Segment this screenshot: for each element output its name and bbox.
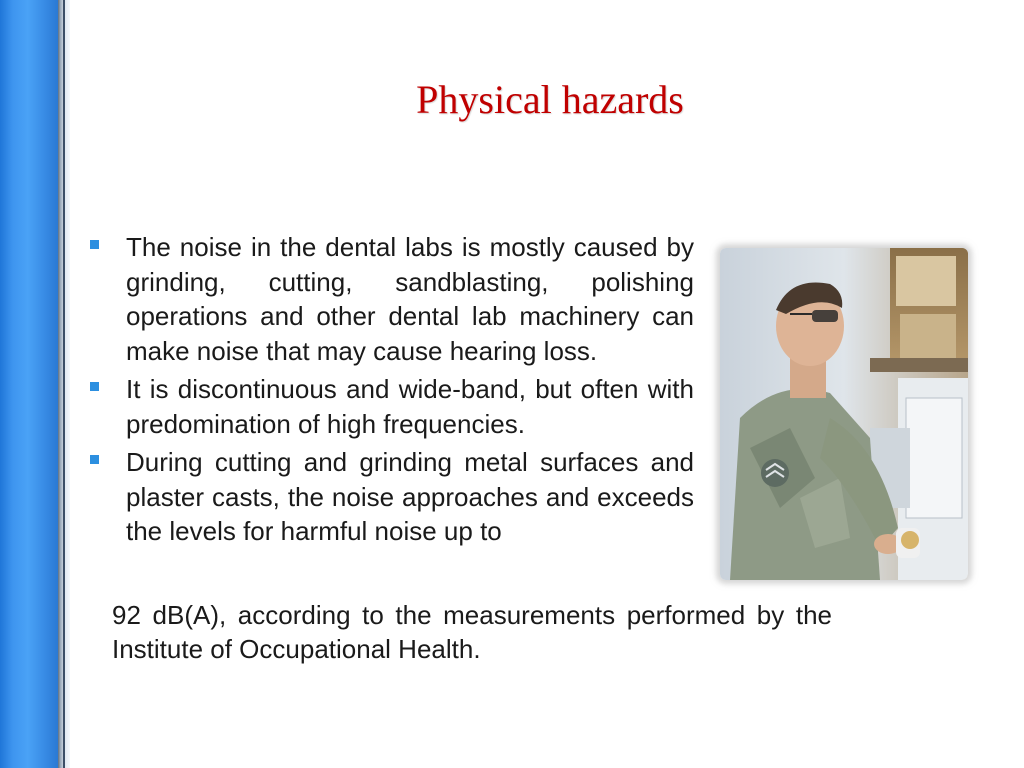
- square-bullet-icon: [90, 382, 99, 391]
- bullet-item: [88, 445, 694, 549]
- bullet-list: [88, 230, 694, 553]
- bullet-text: The noise in the dental labs is mostly caused by grinding, cutting, sandblasting, polishing operations and other dental lab machinery can make noise that may cause hearing loss.: [126, 232, 694, 366]
- slide-title: Physical hazards: [416, 77, 684, 122]
- bullet-item: [88, 230, 694, 368]
- continuation-text: 92 dB(A), according to the measurements performed by the Institute of Occupational Health.: [112, 600, 832, 664]
- square-bullet-icon: [90, 455, 99, 464]
- left-bar-divider: [63, 0, 65, 768]
- left-decorative-bar: [0, 0, 58, 768]
- bullet-item: [88, 372, 694, 441]
- bullet-text: It is discontinuous and wide-band, but often with predomination of high frequencies.: [126, 374, 694, 439]
- dental-lab-photo: [720, 248, 968, 580]
- square-bullet-icon: [90, 240, 99, 249]
- bullet-text: During cutting and grinding metal surfaces and plaster casts, the noise approaches and exceeds the levels for harmful noise up to: [126, 447, 694, 546]
